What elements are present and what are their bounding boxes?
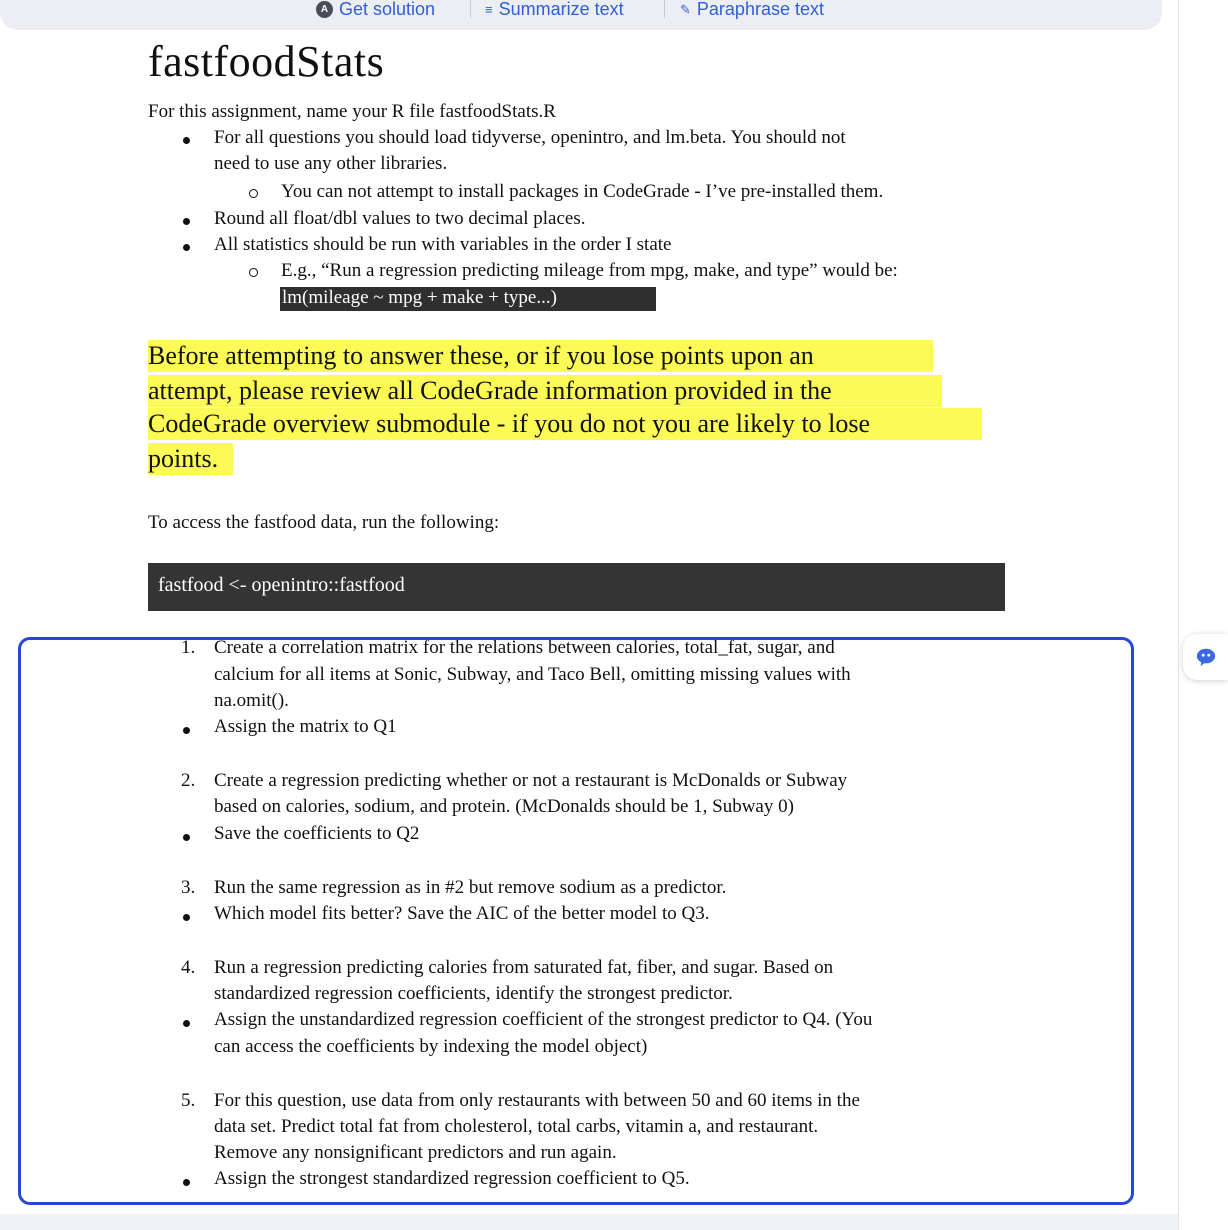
question-number: 2. <box>181 770 196 791</box>
bullet-rounding: Round all float/dbl values to two decimal places. <box>214 208 586 229</box>
sub-bullet-circle <box>249 268 258 277</box>
q5-line-3: Remove any nonsignificant predictors and run again. <box>214 1142 617 1163</box>
selection-box[interactable] <box>18 637 1134 1205</box>
q4-line-2: standardized regression coefficients, identify the strongest predictor. <box>214 983 733 1004</box>
q3-line-1: Run the same regression as in #2 but remove sodium as a predictor. <box>214 877 727 898</box>
q1-line-2: calcium for all items at Sonic, Subway, and Taco Bell, omitting missing values with <box>214 664 851 685</box>
example-code: lm(mileage ~ mpg + make + type...) <box>280 287 656 311</box>
q2-line-1: Create a regression predicting whether or not a restaurant is McDonalds or Subway <box>214 770 848 791</box>
q2-line-2: based on calories, sodium, and protein. (McDonalds should be 1, Subway 0) <box>214 796 794 817</box>
a-logo-icon: A <box>316 1 333 18</box>
question-number: 3. <box>181 877 196 898</box>
bullet-libraries-line1: For all questions you should load tidyverse, openintro, and lm.beta. You should not <box>214 127 846 148</box>
sub-bullet-circle <box>249 189 258 198</box>
q1-line-3: na.omit(). <box>214 690 289 711</box>
q4-bullet-line-2: can access the coefficients by indexing the model object) <box>214 1036 648 1057</box>
highlight-line-4: points. <box>148 443 233 475</box>
highlight-line-1: Before attempting to answer these, or if you lose points upon an <box>148 340 933 372</box>
paraphrase-button[interactable] <box>680 0 824 18</box>
q4-line-1: Run a regression predicting calories from saturated fat, fiber, and sugar. Based on <box>214 957 834 978</box>
question-number: 5. <box>181 1090 196 1111</box>
toolbar-divider <box>664 0 665 18</box>
get-solution-label: Get solution <box>339 0 436 19</box>
paraphrase-label: Paraphrase text <box>696 0 824 19</box>
q4-bullet-line-1: Assign the unstandardized regression coefficient of the strongest predictor to Q4. (You <box>214 1009 873 1030</box>
access-text: To access the fastfood data, run the following: <box>148 512 500 533</box>
scrollbar-gutter <box>1178 0 1179 1230</box>
q5-line-1: For this question, use data from only restaurants with between 50 and 60 items in the <box>214 1090 860 1111</box>
question-number: 4. <box>181 957 196 978</box>
bullet-libraries-line2: need to use any other libraries. <box>214 153 448 174</box>
get-solution-button[interactable] <box>316 0 435 18</box>
sub-bullet-packages: You can not attempt to install packages in CodeGrade - I’ve pre-installed them. <box>281 181 884 202</box>
highlight-line-3: CodeGrade overview submodule - if you do not you are likely to lose <box>148 408 982 440</box>
question-number: 1. <box>181 637 196 658</box>
bullet-dot <box>183 244 190 251</box>
q3-bullet: Which model fits better? Save the AIC of the better model to Q3. <box>214 903 710 924</box>
edit-icon: ✎ <box>680 1 691 17</box>
q1-bullet: Assign the matrix to Q1 <box>214 716 397 737</box>
bullet-dot <box>183 218 190 225</box>
toolbar-divider <box>470 0 471 18</box>
q5-bullet: Assign the strongest standardized regression coefficient to Q5. <box>214 1168 690 1189</box>
summarize-button[interactable] <box>485 0 624 18</box>
summarize-label: Summarize text <box>498 0 624 19</box>
q2-bullet: Save the coefficients to Q2 <box>214 823 420 844</box>
intro-text: For this assignment, name your R file fastfoodStats.R <box>148 101 556 122</box>
sub-bullet-example: E.g., “Run a regression predicting mileage from mpg, make, and type” would be: <box>281 260 898 281</box>
bottom-bar <box>0 1214 1178 1230</box>
page-title: fastfoodStats <box>148 37 385 86</box>
code-block: fastfood <- openintro::fastfood <box>148 563 1005 611</box>
bullet-order: All statistics should be run with variables in the order I state <box>214 234 672 255</box>
lines-icon: ≡ <box>485 1 493 17</box>
highlight-line-2: attempt, please review all CodeGrade information provided in the <box>148 375 942 407</box>
chat-button[interactable] <box>1183 634 1228 680</box>
bullet-dot <box>183 137 190 144</box>
q1-line-1: Create a correlation matrix for the relations between calories, total_fat, sugar, and <box>214 637 835 658</box>
q5-line-2: data set. Predict total fat from cholesterol, total carbs, vitamin a, and restaurant. <box>214 1116 819 1137</box>
chat-icon <box>1195 646 1217 668</box>
